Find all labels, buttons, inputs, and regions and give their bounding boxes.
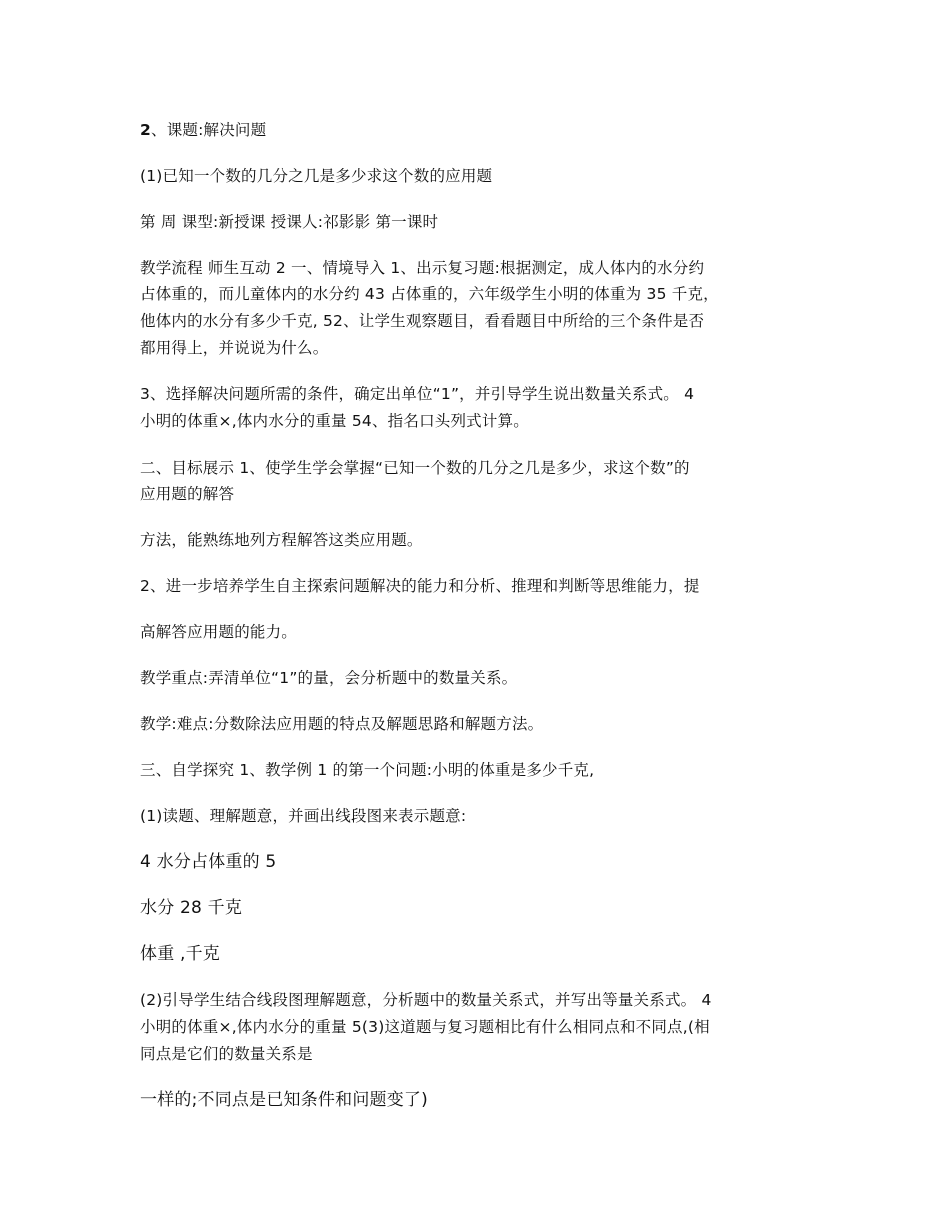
paragraph-line: 小明的体重×,体内水分的重量 5(3)这道题与复习题相比有什么相同点和不同点,(相	[140, 1018, 710, 1036]
paragraph-line: 4 水分占体重的 5	[140, 852, 277, 872]
paragraph-line: 高解答应用题的能力。	[140, 623, 298, 641]
paragraph-line: 教学:难点:分数除法应用题的特点及解题思路和解题方法。	[140, 715, 544, 733]
lesson-subtitle: (1)已知一个数的几分之几是多少求这个数的应用题	[140, 167, 493, 185]
lesson-info: 第 周 课型:新授课 授课人:祁影影 第一课时	[140, 213, 439, 231]
paragraph-line: 一样的;不同点是已知条件和问题变了)	[140, 1090, 428, 1110]
paragraph-line: 二、目标展示 1、使学生学会掌握“已知一个数的几分之几是多少，求这个数”的	[140, 459, 690, 477]
paragraph-line: (1)读题、理解题意，并画出线段图来表示题意:	[140, 807, 467, 825]
paragraph-line: 应用题的解答	[140, 485, 235, 503]
topic-text: 、课题:解决问题	[151, 121, 267, 139]
paragraph-line: 占体重的，而儿童体内的水分约 43 占体重的，六年级学生小明的体重为 35 千克，	[140, 285, 719, 303]
paragraph-line: 都用得上，并说说为什么。	[140, 339, 329, 357]
paragraph-line: 同点是它们的数量关系是	[140, 1045, 313, 1063]
paragraph-line: 他体内的水分有多少千克, 52、让学生观察题目，看看题目中所给的三个条件是否	[140, 312, 705, 330]
paragraph-line: (2)引导学生结合线段图理解题意，分析题中的数量关系式，并写出等量关系式。 4	[140, 991, 712, 1009]
paragraph-line: 教学重点:弄清单位“1”的量，会分析题中的数量关系。	[140, 669, 518, 687]
paragraph-line: 三、自学探究 1、教学例 1 的第一个问题:小明的体重是多少千克,	[140, 761, 595, 779]
paragraph-line: 2、进一步培养学生自主探索问题解决的能力和分析、推理和判断等思维能力，提	[140, 577, 700, 595]
paragraph-line: 小明的体重×,体内水分的重量 54、指名口头列式计算。	[140, 412, 529, 430]
paragraph-line: 水分 28 千克	[140, 898, 243, 918]
paragraph-line: 方法，能熟练地列方程解答这类应用题。	[140, 531, 423, 549]
topic-number: 2	[140, 121, 151, 139]
paragraph-line: 教学流程 师生互动 2 一、情境导入 1、出示复习题:根据测定，成人体内的水分约	[140, 259, 705, 277]
lesson-topic	[140, 117, 820, 143]
paragraph-line: 体重 ,千克	[140, 944, 221, 964]
paragraph-line: 3、选择解决问题所需的条件，确定出单位“1”，并引导学生说出数量关系式。 4	[140, 385, 695, 403]
